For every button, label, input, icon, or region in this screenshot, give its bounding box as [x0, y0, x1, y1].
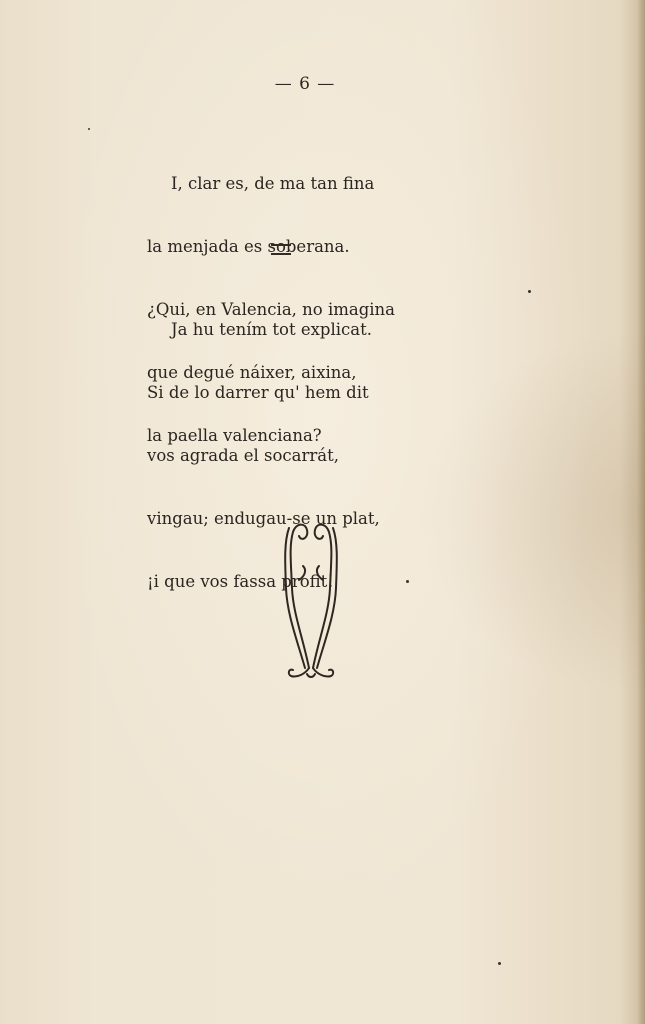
ink-speck	[406, 580, 409, 583]
verse-line: Si de lo darrer qu' hem dit	[147, 383, 369, 402]
ink-speck	[498, 962, 501, 965]
verse-line: la menjada es soberana.	[147, 237, 350, 256]
verse-line: que degué náixer, aixina,	[147, 363, 357, 382]
page-spine-shadow	[637, 0, 645, 1024]
stanza-2	[147, 277, 380, 634]
verse-line: la paella valenciana?	[147, 426, 322, 445]
verse-line: vos agrada el socarrát,	[147, 446, 339, 465]
ink-speck	[528, 290, 531, 293]
verse-line: vingau; endugau-se un plat,	[147, 509, 380, 528]
double-rule-icon	[271, 244, 291, 255]
verse-line: ¡i que vos fassa profit!	[147, 572, 334, 591]
verse-line: I, clar es, de ma tan fina	[171, 174, 375, 193]
ink-speck	[88, 128, 90, 130]
verse-line: Ja hu tením tot explicat.	[171, 320, 372, 339]
vignette-ornament-icon	[283, 518, 339, 682]
page-number: — 6 —	[274, 74, 336, 94]
verse-line: ¿Qui, en Valencia, no imagina	[147, 300, 396, 319]
